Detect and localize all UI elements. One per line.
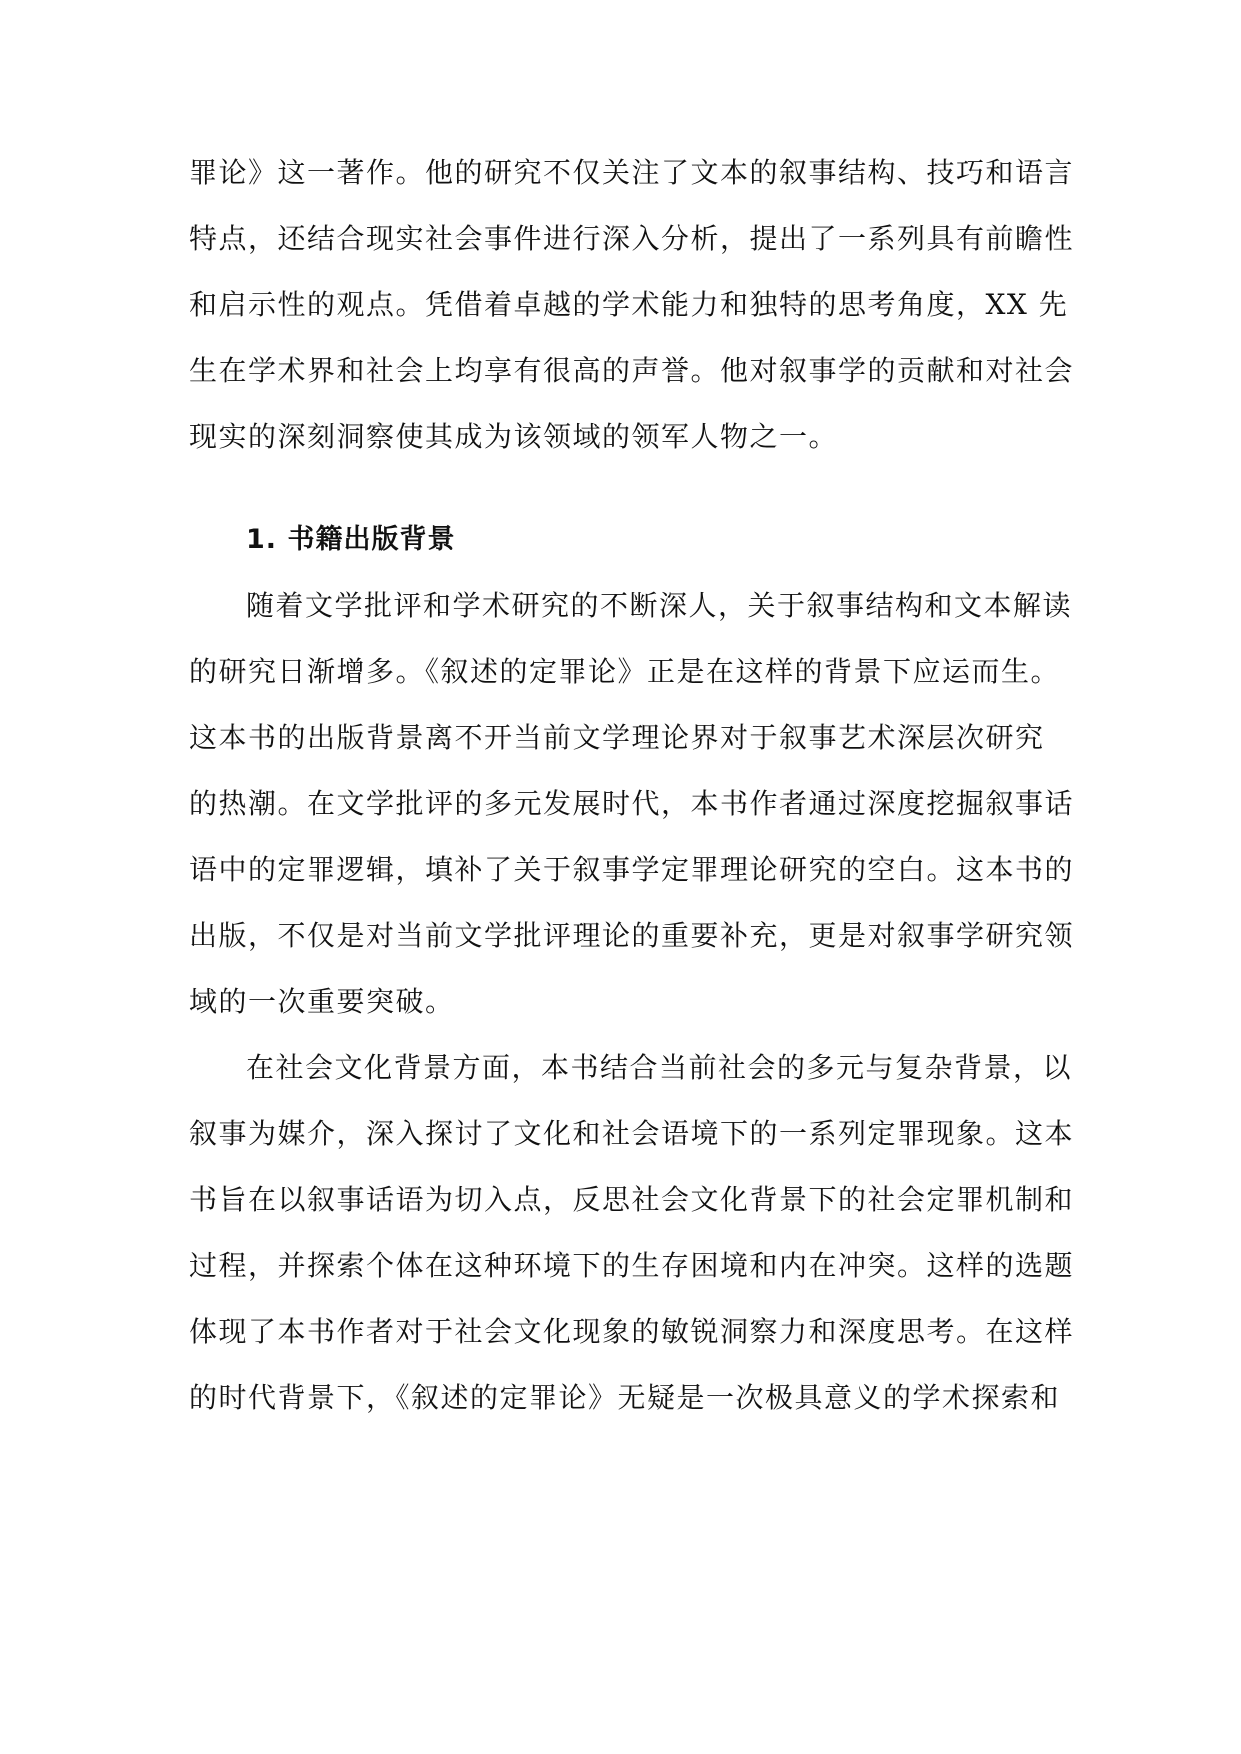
text-line: 这本书的出版背景离不开当前文学理论界对于叙事艺术深层次研究 xyxy=(189,721,1045,754)
text-line: 过程，并探索个体在这种环境下的生存困境和内在冲突。这样的选题 xyxy=(189,1249,1075,1282)
text-line: 生在学术界和社会上均享有很高的声誉。他对叙事学的贡献和对社会 xyxy=(189,354,1075,387)
text-line: 叙事为媒介，深入探讨了文化和社会语境下的一系列定罪现象。这本 xyxy=(189,1117,1075,1150)
text-line: 语中的定罪逻辑，填补了关于叙事学定罪理论研究的空白。这本书的 xyxy=(189,853,1075,886)
text-line: 体现了本书作者对于社会文化现象的敏锐洞察力和深度思考。在这样 xyxy=(189,1315,1075,1348)
intro-paragraph xyxy=(189,140,1075,470)
text-line: 和启示性的观点。凭借着卓越的学术能力和独特的思考角度，XX 先 xyxy=(189,288,1069,321)
text-line: 域的一次重要突破。 xyxy=(189,985,455,1018)
text-line: 出版，不仅是对当前文学批评理论的重要补充，更是对叙事学研究领 xyxy=(189,919,1075,952)
section-heading: 1. 书籍出版背景 xyxy=(246,524,456,555)
text-line: 的热潮。在文学批评的多元发展时代，本书作者通过深度挖掘叙事话 xyxy=(189,787,1075,820)
text-line: 现实的深刻洞察使其成为该领域的领军人物之一。 xyxy=(189,420,839,453)
text-line: 的时代背景下，《叙述的定罪论》无疑是一次极具意义的学术探索和 xyxy=(189,1381,1061,1414)
document-body xyxy=(189,140,1075,1431)
body-paragraph xyxy=(189,1035,1075,1431)
text-line: 随着文学批评和学术研究的不断深人，关于叙事结构和文本解读 xyxy=(246,589,1073,622)
text-line: 的研究日渐增多。《叙述的定罪论》正是在这样的背景下应运而生。 xyxy=(189,655,1061,688)
body-paragraph xyxy=(189,573,1075,1035)
text-line: 在社会文化背景方面，本书结合当前社会的多元与复杂背景，以 xyxy=(246,1051,1073,1084)
text-line: 特点，还结合现实社会事件进行深入分析，提出了一系列具有前瞻性 xyxy=(189,222,1075,255)
text-line: 罪论》这一著作。他的研究不仅关注了文本的叙事结构、技巧和语言 xyxy=(189,156,1075,189)
text-line: 书旨在以叙事话语为切入点，反思社会文化背景下的社会定罪机制和 xyxy=(189,1183,1075,1216)
